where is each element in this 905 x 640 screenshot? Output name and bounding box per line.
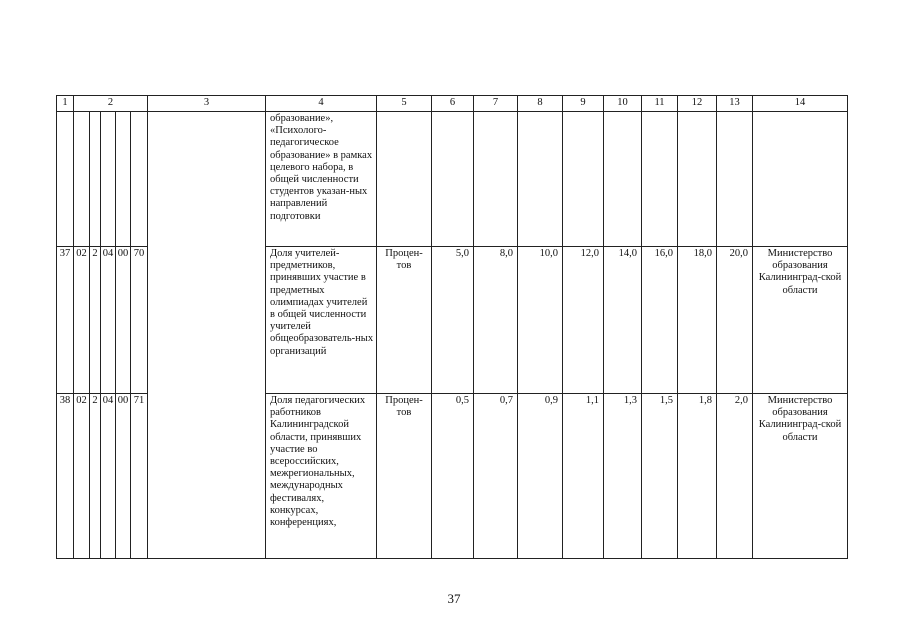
code-cell [74,112,90,247]
executor-cell: Министерство образования Калининград-ской области [753,394,848,559]
value-cell: 12,0 [563,247,604,394]
code-cell [101,112,116,247]
code-cell [116,112,131,247]
code-cell: 70 [131,247,148,394]
code-cell [90,112,101,247]
indicator-cell: образование», «Психолого-педагогическое образование» в рамках целевого набора, в общей численности студентов указан-ных направлений подготовки [266,112,377,247]
header-cell: 2 [74,96,148,112]
code-cell: 00 [116,394,131,559]
unit-cell: Процен-тов [377,247,432,394]
code-cell [131,112,148,247]
header-cell: 14 [753,96,848,112]
value-cell [474,112,518,247]
executor-cell [753,112,848,247]
code-cell: 00 [116,247,131,394]
table-row-continuation [57,112,848,247]
code-cell: 04 [101,247,116,394]
header-cell: 8 [518,96,563,112]
value-cell: 18,0 [678,247,717,394]
header-cell: 4 [266,96,377,112]
value-cell [604,112,642,247]
code-cell: 71 [131,394,148,559]
value-cell: 20,0 [717,247,753,394]
code-cell: 2 [90,394,101,559]
header-cell: 6 [432,96,474,112]
header-row [57,96,848,112]
value-cell: 1,3 [604,394,642,559]
num-cell [57,112,74,247]
value-cell: 0,9 [518,394,563,559]
value-cell [717,112,753,247]
value-cell: 1,8 [678,394,717,559]
value-cell: 0,5 [432,394,474,559]
header-cell: 5 [377,96,432,112]
indicators-table [56,95,848,559]
num-cell: 38 [57,394,74,559]
num-cell: 37 [57,247,74,394]
value-cell: 5,0 [432,247,474,394]
code-cell: 02 [74,247,90,394]
value-cell: 1,5 [642,394,678,559]
value-cell [563,112,604,247]
unit-cell: Процен-тов [377,394,432,559]
program-cell [148,112,266,559]
page-number: 37 [447,591,461,606]
value-cell: 8,0 [474,247,518,394]
value-cell [432,112,474,247]
executor-cell: Министерство образования Калининград-ской области [753,247,848,394]
value-cell: 10,0 [518,247,563,394]
value-cell [642,112,678,247]
header-cell: 3 [148,96,266,112]
value-cell: 14,0 [604,247,642,394]
header-cell: 10 [604,96,642,112]
header-cell: 1 [57,96,74,112]
indicator-cell: Доля учителей-предметников, принявших участие в предметных олимпиадах учителей в общей численности учителей общеобразователь-ных организаций [266,247,377,394]
value-cell: 0,7 [474,394,518,559]
indicator-cell: Доля педагогических работников Калининградской области, принявших участие во всероссийских, межрегиональных, международных фестивалях, конкурсах, конференциях, [266,394,377,559]
header-cell: 9 [563,96,604,112]
code-cell: 02 [74,394,90,559]
value-cell: 1,1 [563,394,604,559]
header-cell: 12 [678,96,717,112]
unit-cell [377,112,432,247]
header-cell: 7 [474,96,518,112]
value-cell: 2,0 [717,394,753,559]
value-cell [678,112,717,247]
header-cell: 11 [642,96,678,112]
code-cell: 04 [101,394,116,559]
value-cell [518,112,563,247]
value-cell: 16,0 [642,247,678,394]
code-cell: 2 [90,247,101,394]
header-cell: 13 [717,96,753,112]
